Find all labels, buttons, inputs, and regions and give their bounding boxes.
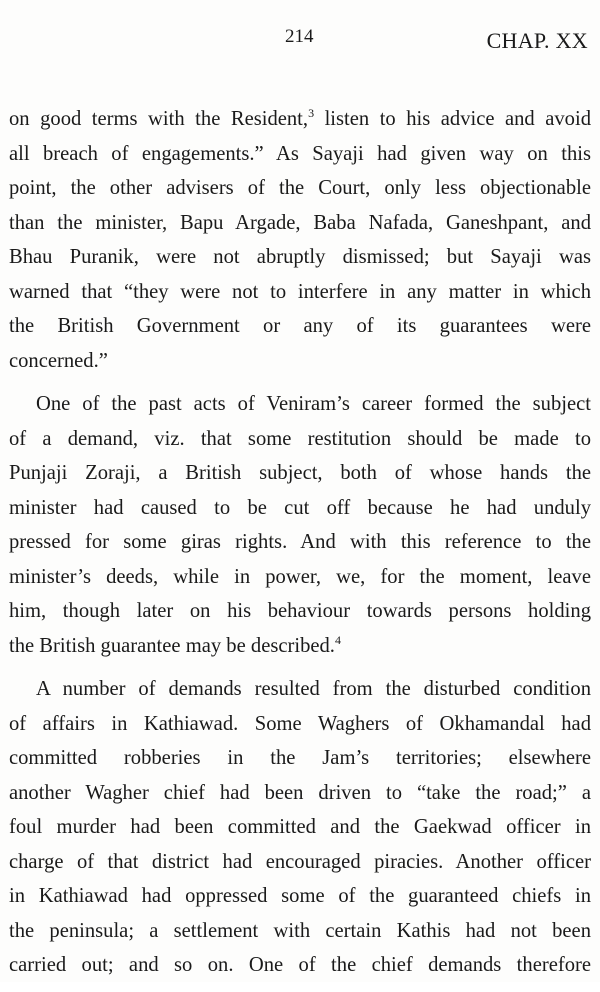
text-line xyxy=(9,456,591,491)
line-text: the British Government or any of its guarantees were xyxy=(9,315,591,337)
line-text: minister’s deeds, while in power, we, for the moment, leave xyxy=(9,565,591,588)
line-text: him, though later on his behaviour towards persons holding xyxy=(9,600,591,622)
text-line xyxy=(9,240,591,275)
text-line xyxy=(9,776,591,811)
text-line xyxy=(9,845,591,880)
running-head xyxy=(0,26,600,56)
text-line xyxy=(9,629,591,664)
text-line xyxy=(9,309,591,344)
text-line xyxy=(9,491,591,526)
body-text xyxy=(9,102,591,992)
text-line xyxy=(9,171,591,206)
line-text: all breach of engagements.” As Sayaji had given way on this xyxy=(9,142,591,165)
text-line xyxy=(9,707,591,742)
line-text: on good terms with the Resident, xyxy=(9,108,309,130)
paragraph xyxy=(9,102,591,378)
line-text: concerned.” xyxy=(9,349,108,372)
paragraph xyxy=(9,387,591,663)
chapter-heading: CHAP. XX xyxy=(486,28,588,53)
line-text: carried out; and so on. One of the chief demands therefore xyxy=(9,954,591,976)
text-line xyxy=(9,594,591,629)
line-text: committed robberies in the Jam’s territories; elsewhere xyxy=(9,747,591,769)
text-line xyxy=(9,275,591,310)
line-text: the peninsula; a settlement with certain Kathis had not been xyxy=(9,919,591,942)
footnote-marker: 3 xyxy=(308,106,315,120)
line-text: One of the past acts of Veniram’s career formed the subject xyxy=(36,393,591,415)
line-text: A number of demands resulted from the disturbed condition xyxy=(36,678,591,700)
line-text: of affairs in Kathiawad. Some Waghers of Okhamandal had xyxy=(9,712,591,735)
text-line xyxy=(9,948,591,983)
text-line xyxy=(9,879,591,914)
text-line xyxy=(9,672,591,707)
text-line xyxy=(9,422,591,457)
line-text: of a demand, viz. that some restitution should be made to xyxy=(9,427,591,450)
line-text: another Wagher chief had been driven to “take the road;” a xyxy=(9,781,591,804)
line-text: in Kathiawad had oppressed some of the guaranteed chiefs in xyxy=(9,885,591,907)
paragraph xyxy=(9,672,591,983)
text-line xyxy=(9,206,591,241)
text-line xyxy=(9,137,591,172)
footnote-marker: 4 xyxy=(334,632,341,647)
line-text-continued: listen to his advice and avoid xyxy=(314,108,591,130)
line-text: foul murder had been committed and the Gaekwad officer in xyxy=(9,816,591,838)
line-text: minister had caused to be cut off because he had unduly xyxy=(9,496,591,519)
line-text: than the minister, Bapu Argade, Baba Nafada, Ganeshpant, and xyxy=(9,211,591,234)
line-text: Bhau Puranik, were not abruptly dismissed; but Sayaji was xyxy=(9,246,591,268)
text-line xyxy=(9,741,591,776)
text-line xyxy=(9,914,591,949)
text-line xyxy=(9,560,591,595)
text-line xyxy=(9,102,591,137)
page-number: 214 xyxy=(285,26,314,47)
line-text: pressed for some giras rights. And with this reference to the xyxy=(9,531,591,553)
line-text: warned that “they were not to interfere in any matter in which xyxy=(9,280,591,303)
text-line xyxy=(9,525,591,560)
line-text: Punjaji Zoraji, a British subject, both of whose hands the xyxy=(9,462,591,484)
text-line xyxy=(9,387,591,422)
line-text: the British guarantee may be described. xyxy=(9,634,335,657)
text-line xyxy=(9,810,591,845)
text-line xyxy=(9,344,591,379)
line-text: point, the other advisers of the Court, only less objectionable xyxy=(9,177,591,199)
line-text: charge of that district had encouraged piracies. Another officer xyxy=(9,850,591,873)
